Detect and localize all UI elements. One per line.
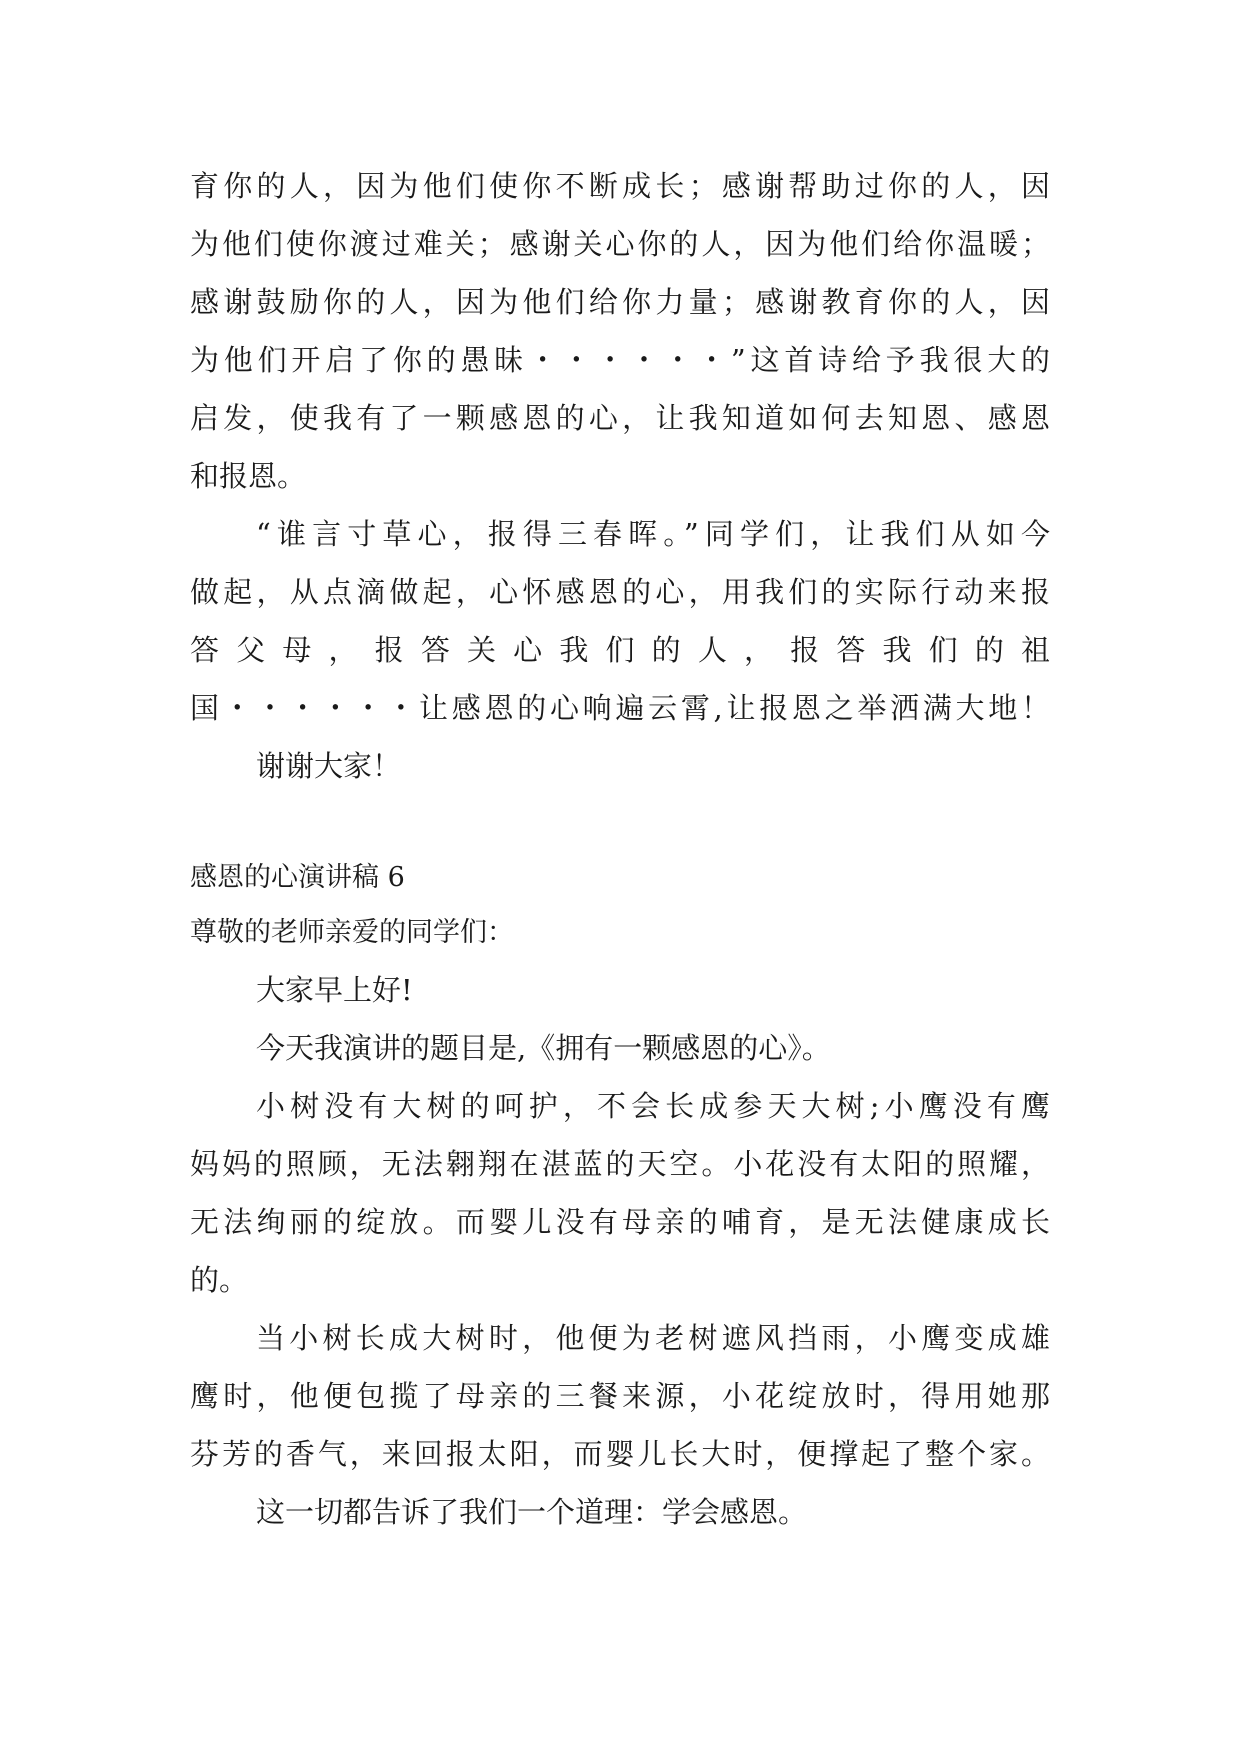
paragraph-line: “谁言寸草心，报得三春晖。”同学们，让我们从如今 <box>256 517 1050 551</box>
paragraph-line: 和报恩。 <box>190 459 307 493</box>
paragraph-line: 国・・・・・・让感恩的心响遍云霄,让报恩之举洒满大地！ <box>190 691 1050 725</box>
paragraph-line: 芬芳的香气，来回报太阳，而婴儿长大时，便撑起了整个家。 <box>190 1437 1050 1471</box>
paragraph-line: 当小树长成大树时，他便为老树遮风挡雨，小鹰变成雄 <box>256 1321 1050 1355</box>
closing-line: 谢谢大家！ <box>256 749 402 783</box>
paragraph-line: 无法绚丽的绽放。而婴儿没有母亲的哺育，是无法健康成长 <box>190 1205 1050 1239</box>
paragraph-line: 妈妈的照顾，无法翱翔在湛蓝的天空。小花没有太阳的照耀， <box>190 1147 1050 1181</box>
paragraph-line: 这一切都告诉了我们一个道理：学会感恩。 <box>256 1495 808 1529</box>
paragraph-line: 为他们开启了你的愚昧・・・・・・”这首诗给予我很大的 <box>190 343 1050 377</box>
paragraph-line: 为他们使你渡过难关；感谢关心你的人，因为他们给你温暖； <box>190 227 1050 261</box>
paragraph-line: 答 父 母 ， 报 答 关 心 我 们 的 人 ， 报 答 我 们 的 祖 <box>190 633 1050 667</box>
salutation: 尊敬的老师亲爱的同学们： <box>190 917 514 948</box>
paragraph-line: 育你的人，因为他们使你不断成长；感谢帮助过你的人，因 <box>190 169 1050 203</box>
paragraph-line: 启发，使我有了一颗感恩的心，让我知道如何去知恩、感恩 <box>190 401 1050 435</box>
paragraph-line: 做起，从点滴做起，心怀感恩的心，用我们的实际行动来报 <box>190 575 1050 609</box>
greeting: 大家早上好! <box>256 973 413 1007</box>
paragraph-line: 鹰时，他便包揽了母亲的三餐来源，小花绽放时，得用她那 <box>190 1379 1050 1413</box>
paragraph-line: 的。 <box>190 1263 249 1297</box>
section-title: 感恩的心演讲稿 6 <box>190 862 405 893</box>
paragraph-line: 感谢鼓励你的人，因为他们给你力量；感谢教育你的人，因 <box>190 285 1050 319</box>
paragraph-line: 小树没有大树的呵护，不会长成参天大树;小鹰没有鹰 <box>256 1089 1050 1123</box>
topic-line: 今天我演讲的题目是,《拥有一颗感恩的心》。 <box>256 1031 831 1065</box>
